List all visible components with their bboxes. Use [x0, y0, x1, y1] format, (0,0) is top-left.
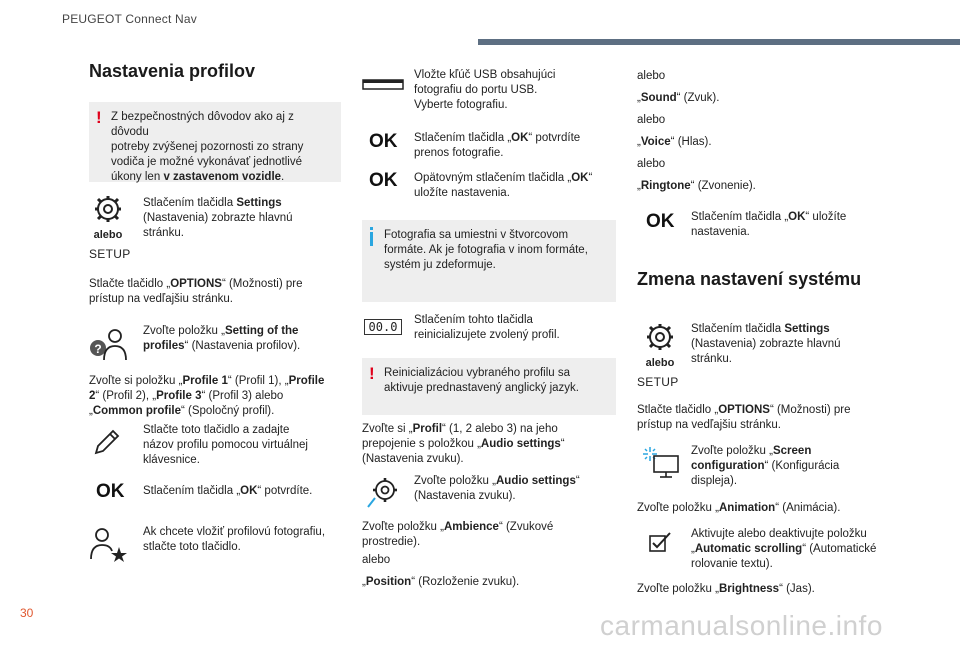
step-rename-profile: Stlačte toto tlačidlo a zadajte názov profilu pomocou virtuálnej klávesnice.	[143, 424, 308, 466]
ok-icon-3: OK	[369, 170, 398, 191]
step-usb: Vložte kľúč USB obsahujúci fotografiu do portu USB. Vyberte fotografiu.	[414, 69, 556, 111]
setup-label: SETUP	[89, 247, 131, 261]
step-ok-save-2: Stlačením tlačidla „OK“ uložíte nastavenia.	[691, 211, 847, 238]
para-animation: Zvoľte položku „Animation“ (Animácia).	[637, 502, 841, 514]
pencil-icon	[92, 427, 122, 457]
para-profile-select: Zvoľte si položku „Profile 1“ (Profil 1), „Profile 2“ (Profil 2), „Profile 3“ (Profil 3) alebo „Common profile“ (Spoločný profil).	[89, 375, 325, 417]
settings-gear-icon-2	[645, 322, 675, 352]
para-options-2: Stlačte tlačidlo „OPTIONS“ (Možnosti) pre prístup na vedľajšiu stránku.	[637, 404, 851, 431]
step-ok-confirm: Stlačením tlačidla „OK“ potvrdíte.	[143, 485, 313, 497]
step-screen-config: Zvoľte položku „Screen configuration“ (Konfigurácia displeja).	[691, 445, 840, 487]
para-ambience: Zvoľte položku „Ambience“ (Zvukové prostredie).	[362, 521, 554, 548]
profile-question-icon	[88, 326, 128, 362]
step-audio-settings: Zvoľte položku „Audio settings“ (Nastavenia zvuku).	[414, 475, 580, 502]
usb-port-icon	[362, 78, 404, 92]
para-profil-audio: Zvoľte si „Profil“ (1, 2 alebo 3) na jeho prepojenie s položkou „Audio settings“ (Nastavenia zvuku).	[362, 423, 565, 465]
warning-icon: !	[96, 108, 102, 127]
para-position: „Position“ (Rozloženie zvuku).	[362, 576, 520, 588]
section-heading-system: Zmena nastavení systému	[637, 269, 862, 289]
para-options: Stlačte tlačidlo „OPTIONS“ (Možnosti) pre prístup na vedľajšiu stránku.	[89, 278, 303, 305]
watermark: carmanualsonline.info	[600, 610, 883, 641]
c3-alebo-3: alebo	[637, 158, 666, 170]
setup-label-2: SETUP	[637, 375, 679, 389]
c3-ringtone: „Ringtone“ (Zvonenie).	[637, 180, 756, 192]
warning-text: Z bezpečnostných dôvodov ako aj z dôvodu potreby zvýšenej pozornosti zo strany vodiča je možné vykonávať jednotlivé úkony len v zastavenom vozidle.	[111, 111, 304, 183]
step-settings: Stlačením tlačidla Settings (Nastavenia) zobrazte hlavnú stránku.	[143, 197, 293, 239]
profile-star-icon	[88, 526, 128, 562]
ok-icon-2: OK	[369, 131, 398, 152]
para-brightness: Zvoľte položku „Brightness“ (Jas).	[637, 583, 815, 595]
audio-settings-icon	[365, 476, 399, 510]
header-bar	[478, 39, 960, 45]
info-text: Fotografia sa umiestni v štvorcovom formáte. Ak je fotografia v inom formáte, systém ju zdeformuje.	[384, 229, 588, 271]
settings-icon-group	[86, 194, 130, 242]
settings-icon-group-2	[638, 322, 682, 370]
step-reset: Stlačením tohto tlačidla reinicializujete zvolený profil.	[414, 314, 560, 341]
warning-box-2	[362, 358, 616, 415]
c3-alebo-2: alebo	[637, 114, 666, 126]
alebo-label: alebo	[93, 229, 123, 241]
step-auto-scroll: Aktivujte alebo deaktivujte položku „Automatic scrolling“ (Automatické rolovanie textu).	[691, 528, 877, 570]
para-alebo-1: alebo	[362, 554, 391, 566]
c3-alebo-1: alebo	[637, 70, 666, 82]
reset-button-icon: 00.0	[364, 319, 402, 335]
warning-box	[89, 102, 341, 182]
checkbox-icon	[648, 531, 674, 553]
ok-icon-1: OK	[96, 481, 125, 502]
section-heading-profiles: Nastavenia profilov	[89, 61, 256, 81]
step-ok-transfer: Stlačením tlačidla „OK“ potvrdíte prenos fotografie.	[414, 132, 581, 159]
screen-config-icon	[642, 446, 680, 480]
ok-icon-4: OK	[646, 211, 675, 232]
warning-text-2: Reinicializáciou vybraného profilu sa aktivuje prednastavený anglický jazyk.	[384, 367, 579, 394]
warning-icon-2: !	[369, 364, 375, 383]
alebo-label-2: alebo	[645, 357, 675, 369]
step-setting-profiles: Zvoľte položku „Setting of the profiles“ (Nastavenia profilov).	[143, 325, 301, 352]
header-title: PEUGEOT Connect Nav	[62, 12, 197, 26]
c3-voice: „Voice“ (Hlas).	[637, 136, 712, 148]
step-profile-photo: Ak chcete vložiť profilovú fotografiu, stlačte toto tlačidlo.	[143, 526, 326, 553]
info-icon	[370, 232, 373, 246]
step-settings-2: Stlačením tlačidla Settings (Nastavenia) zobrazte hlavnú stránku.	[691, 323, 841, 365]
step-ok-save: Opätovným stlačením tlačidla „OK“ uložíte nastavenia.	[414, 172, 593, 199]
settings-gear-icon	[93, 194, 123, 224]
svg-text:?: ?	[94, 342, 102, 356]
c3-sound: „Sound“ (Zvuk).	[637, 92, 720, 104]
page-number: 30	[20, 606, 34, 620]
info-box	[362, 220, 616, 302]
